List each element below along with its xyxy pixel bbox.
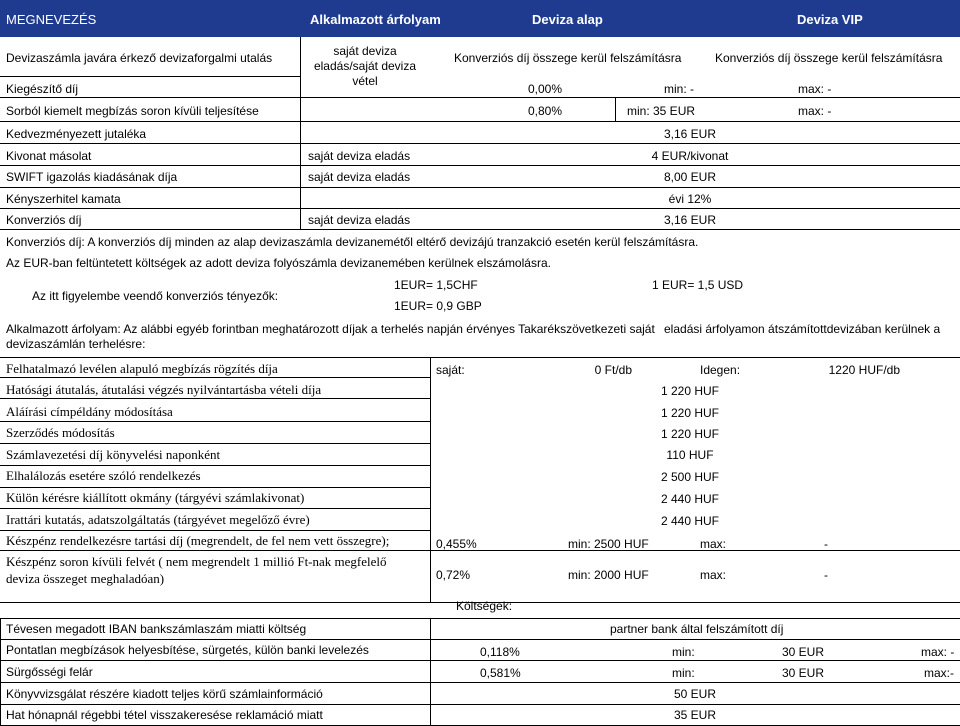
row-divider [0,682,960,683]
applied-rate-note: Alkalmazott árfolyam: Az alábbi egyéb forintban meghatározott díjak a terhelés napján érvényes Takarékszövetkezeti saját [6,322,655,336]
cost-name: Könyvvizsgálat részére kiadott teljes körű számlainformáció [6,687,323,701]
fee-name: Irattári kutatás, adatszolgáltatás (tárgyévet megelőző évre) [6,512,310,527]
fee-value: 1 220 HUF [660,384,720,398]
cost-name: Sürgősségi felár [6,665,93,679]
row-value: 3,16 EUR [663,213,717,227]
factors-label: Az itt figyelembe veendő konverziós tényezők: [32,289,279,303]
fee-value: 1 220 HUF [660,427,720,441]
row-pct: 0,00% [527,82,562,96]
fee-value: 2 440 HUF [660,514,720,528]
row-divider [0,487,430,488]
row-rate: saját deviza eladás [308,170,411,184]
cost-min-value: 30 EUR [782,666,825,680]
applied-rate-note-cont: eladási árfolyamon átszámítottdevizában kerülnek a [664,322,941,336]
row-divider [0,121,960,122]
row-name: Devizaszámla javára érkező devizaforgalmi utalás [6,51,273,65]
cost-name: Tévesen megadott IBAN bankszámlaszám miatti költség [6,622,307,636]
row-divider [0,187,960,188]
fee-value: 2 500 HUF [660,470,720,484]
row-min: min: 35 EUR [627,104,696,118]
cost-value: 50 EUR [674,687,717,701]
header-vip: Deviza VIP [797,12,863,27]
fee-name: Készpénz rendelkezésre tartási díj (megrendelt, de fel nem vett összegre); [6,533,390,548]
fee-foreign-label: Idegen: [700,363,741,377]
row-rate: saját deviza [333,44,397,58]
row-divider [0,618,960,619]
row-max: max: - [798,82,832,96]
row-divider [0,530,430,531]
fee-name: Számlavezetési díj könyvelési naponként [6,447,221,462]
row-value: 8,00 EUR [663,170,717,184]
row-divider [0,208,960,209]
row-divider [0,143,960,144]
cost-min: min: [672,666,695,680]
factor-chf: 1EUR= 1,5CHF [394,278,478,292]
fee-value: 110 HUF [666,448,714,462]
fee-own-label: saját: [436,363,465,377]
row-value: 4 EUR/kivonat [651,149,729,163]
cost-pct: 0,581% [480,666,521,680]
cost-value: partner bank által felszámított díj [610,622,784,636]
note-conversion: Konverziós díj: A konverziós díj minden az alap devizaszámla devizanemétől eltérő devizájú tranzakció esetén kerül felszámításra. [6,235,699,249]
col-divider [615,97,616,121]
row-divider [0,76,300,77]
row-alap: Konverziós díj összege kerül felszámításra [454,51,682,65]
row-divider [0,660,960,661]
header-name: MEGNEVEZÉS [6,12,97,27]
fee-max: max: [700,537,727,551]
row-divider [0,97,960,98]
row-name: Kedvezményezett jutaléka [6,127,147,141]
row-name: SWIFT igazolás kiadásának díja [6,170,178,184]
fee-min: min: 2000 HUF [568,568,649,582]
row-vip: Konverziós díj összege kerül felszámításra [715,51,943,65]
col-divider [0,618,1,725]
fee-max-value: - [824,568,828,582]
row-rate: saját deviza eladás [308,213,411,227]
cost-name: Hat hónapnál régebbi tétel visszakeresése reklamáció miatt [6,708,323,722]
row-divider [0,639,960,640]
row-divider [0,508,430,509]
fee-value: 1 220 HUF [660,406,720,420]
row-divider [0,357,960,358]
fee-own-value: 0 Ft/db [594,363,632,377]
row-name: Kivonat másolat [6,149,92,163]
row-value: 3,16 EUR [663,127,717,141]
row-name: Kényszerhitel kamata [6,192,121,206]
factor-usd: 1 EUR= 1,5 USD [652,278,744,292]
row-rate: vétel [352,74,378,88]
row-value: évi 12% [668,192,712,206]
col-divider [430,618,431,725]
fee-max-value: - [824,537,828,551]
fee-name: Külön kérésre kiállított okmány (tárgyévi számlakivonat) [6,490,305,505]
row-divider [0,443,430,444]
fee-name-cont: deviza összeget meghaladóan) [6,571,165,586]
fee-pct: 0,455% [436,537,477,551]
cost-min-value: 30 EUR [782,645,825,659]
fee-name: Aláírási címpéldány módosítása [6,404,173,419]
row-divider [0,465,430,466]
row-divider [0,421,430,422]
row-divider [0,398,430,399]
fee-name: Hatósági átutalás, átutalási végzés nyilvántartásba vételi díja [6,382,322,397]
row-max: max: - [798,104,832,118]
row-divider [0,550,960,551]
cost-min: min: [672,645,695,659]
row-name: Sorból kiemelt megbízás soron kívüli teljesítése [6,104,259,118]
row-divider [0,165,960,166]
row-min: min: - [664,82,694,96]
row-divider [0,229,960,230]
row-divider [0,704,960,705]
fee-name: Felhatalmazó levélen alapuló megbízás rögzítés díja [6,361,278,376]
factor-gbp: 1EUR= 0,9 GBP [394,299,482,313]
fee-name: Szerződés módosítás [6,425,115,440]
cost-max: max:- [924,666,954,680]
fee-name: Készpénz soron kívüli felvét ( nem megrendelt 1 millió Ft-nak megfelelő [6,554,387,569]
row-name: Konverziós díj [6,213,82,227]
note-eur: Az EUR-ban feltüntetett költségek az adott deviza folyószámla devizanemében kerülnek elszámolásra. [6,256,551,270]
row-pct: 0,80% [527,104,562,118]
cost-pct: 0,118% [480,645,520,659]
row-name: Kiegészítő díj [6,82,79,96]
cost-name: Pontatlan megbízások helyesbítése, sürgetés, külön banki levelezés [6,643,369,657]
costs-label: Költségek: [456,599,513,613]
row-divider [0,377,430,378]
header-rate: Alkalmazott árfolyam [310,12,441,27]
fee-pct: 0,72% [436,568,471,582]
fee-value: 2 440 HUF [660,492,720,506]
col-divider [430,357,431,602]
fee-max: max: [700,568,727,582]
cost-max: max: - [921,645,955,659]
fee-name: Elhalálozás esetére szóló rendelkezés [6,468,201,483]
fee-min: min: 2500 HUF [568,537,649,551]
header-alap: Deviza alap [532,12,603,27]
row-rate: eladás/saját deviza [313,59,417,73]
cost-value: 35 EUR [674,708,717,722]
fee-foreign-value: 1220 HUF/db [828,363,900,377]
applied-rate-note-line2: devizaszámlán terhelésre: [6,337,146,351]
row-rate: saját deviza eladás [308,149,411,163]
table-header [0,0,960,37]
